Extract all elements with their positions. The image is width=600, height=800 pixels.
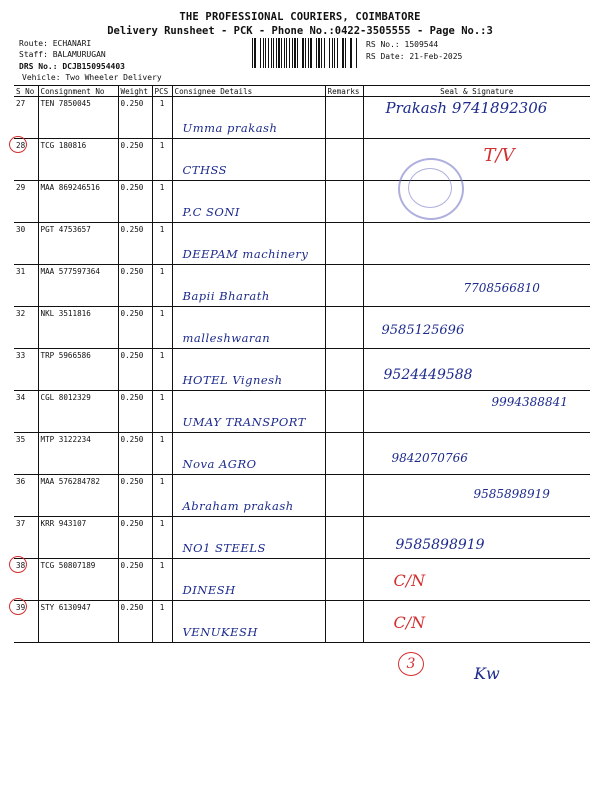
signature-cell	[363, 601, 590, 643]
route-label: Route: ECHANARI	[19, 39, 92, 48]
table-row	[14, 181, 590, 223]
row-weight: 0.250	[120, 603, 144, 612]
row-consignment-no-cell	[38, 139, 118, 181]
signature-cell	[363, 97, 590, 139]
row-weight-cell	[118, 139, 152, 181]
row-sno-cell	[14, 517, 38, 559]
remarks-cell	[325, 391, 363, 433]
consignee-handwriting: Abraham prakash	[182, 499, 294, 513]
row-consignment-no: TEN 7850045	[40, 99, 91, 108]
consignee-cell	[172, 139, 325, 181]
row-sno: 29	[16, 183, 26, 192]
signature-handwriting: 9585125696	[381, 323, 465, 338]
row-consignment-no: STY 6130947	[40, 603, 91, 612]
consignee-handwriting: malleshwaran	[182, 331, 271, 345]
row-pcs: 1	[159, 183, 165, 192]
rs-date: RS Date: 21-Feb-2025	[366, 52, 463, 61]
row-weight-cell	[118, 307, 152, 349]
consignee-handwriting: VENUKESH	[182, 625, 258, 639]
remarks-cell	[325, 433, 363, 475]
row-consignment-no: TCG 180816	[40, 141, 87, 150]
row-sno: 38	[16, 561, 26, 570]
row-pcs-cell	[152, 223, 172, 265]
row-weight-cell	[118, 475, 152, 517]
row-weight-cell	[118, 517, 152, 559]
table-row	[14, 559, 590, 601]
row-pcs-cell	[152, 601, 172, 643]
table-row	[14, 265, 590, 307]
consignee-cell	[172, 265, 325, 307]
row-sno: 31	[16, 267, 26, 276]
row-consignment-no-cell	[38, 307, 118, 349]
row-sno: 34	[16, 393, 26, 402]
col-header-sno: S No	[14, 86, 38, 97]
row-sno-cell	[14, 433, 38, 475]
consignee-cell	[172, 97, 325, 139]
table-row	[14, 97, 590, 139]
signature-handwriting: 7708566810	[463, 281, 540, 295]
row-pcs: 1	[159, 393, 165, 402]
signature-handwriting: 9585898919	[473, 487, 550, 501]
consignee-cell	[172, 601, 325, 643]
consignee-handwriting: P.C SONI	[182, 205, 240, 219]
remarks-cell	[325, 517, 363, 559]
signature-cell	[363, 391, 590, 433]
red-circle-mark	[9, 556, 27, 573]
drs-number: DRS No.: DCJB150954403	[19, 62, 125, 71]
col-header-weight: Weight	[118, 86, 152, 97]
row-sno-cell	[14, 265, 38, 307]
row-weight: 0.250	[120, 561, 144, 570]
row-sno-cell	[14, 97, 38, 139]
row-sno-cell	[14, 475, 38, 517]
consignee-handwriting: CTHSS	[182, 163, 228, 177]
row-weight-cell	[118, 181, 152, 223]
row-weight-cell	[118, 265, 152, 307]
row-consignment-no-cell	[38, 517, 118, 559]
row-pcs-cell	[152, 433, 172, 475]
col-header-consignee: Consignee Details	[172, 86, 325, 97]
row-consignment-no: CGL 8012329	[40, 393, 91, 402]
row-weight-cell	[118, 601, 152, 643]
consignee-handwriting: Nova AGRO	[182, 457, 257, 471]
remarks-cell	[325, 265, 363, 307]
row-weight-cell	[118, 223, 152, 265]
row-pcs-cell	[152, 181, 172, 223]
row-weight-cell	[118, 559, 152, 601]
signature-cell	[363, 517, 590, 559]
col-header-remarks: Remarks	[325, 86, 363, 97]
row-weight: 0.250	[120, 519, 144, 528]
row-pcs-cell	[152, 517, 172, 559]
row-pcs: 1	[159, 351, 165, 360]
table-row	[14, 349, 590, 391]
consignee-cell	[172, 559, 325, 601]
signature-cell	[363, 265, 590, 307]
row-sno-cell	[14, 601, 38, 643]
signature-handwriting: 9524449588	[383, 367, 473, 383]
remarks-cell	[325, 97, 363, 139]
signature-handwriting: 9585898919	[395, 537, 485, 553]
consignee-handwriting: HOTEL Vignesh	[182, 373, 283, 387]
row-pcs-cell	[152, 307, 172, 349]
circled-page-number: 3	[398, 652, 424, 676]
consignee-cell	[172, 433, 325, 475]
signature-cell	[363, 433, 590, 475]
row-pcs-cell	[152, 349, 172, 391]
row-weight: 0.250	[120, 99, 144, 108]
row-pcs-cell	[152, 391, 172, 433]
row-weight: 0.250	[120, 267, 144, 276]
runsheet-table	[14, 85, 590, 643]
table-row	[14, 517, 590, 559]
row-sno: 28	[16, 141, 26, 150]
row-consignment-no: MTP 3122234	[40, 435, 91, 444]
row-weight: 0.250	[120, 183, 144, 192]
table-row	[14, 601, 590, 643]
consignee-cell	[172, 223, 325, 265]
table-row	[14, 475, 590, 517]
row-weight: 0.250	[120, 393, 144, 402]
signature-cell	[363, 223, 590, 265]
row-sno: 27	[16, 99, 26, 108]
row-consignment-no-cell	[38, 97, 118, 139]
table-header-row	[14, 86, 590, 97]
remarks-cell	[325, 181, 363, 223]
row-pcs: 1	[159, 519, 165, 528]
row-weight: 0.250	[120, 309, 144, 318]
remarks-cell	[325, 223, 363, 265]
consignee-cell	[172, 475, 325, 517]
barcode-overlay	[254, 38, 354, 68]
row-consignment-no-cell	[38, 559, 118, 601]
row-consignment-no-cell	[38, 433, 118, 475]
row-pcs: 1	[159, 561, 165, 570]
document-subtitle: Delivery Runsheet - PCK - Phone No.:0422-3505555 - Page No.:3	[107, 25, 493, 37]
signature-handwriting: Prakash 9741892306	[385, 99, 548, 117]
consignee-handwriting: Umma prakash	[182, 121, 278, 135]
row-pcs: 1	[159, 309, 165, 318]
signature-handwriting: 9994388841	[491, 395, 568, 409]
consignee-handwriting: DINESH	[182, 583, 236, 597]
consignee-cell	[172, 181, 325, 223]
vehicle-label: Vehicle: Two Wheeler Delivery	[22, 73, 162, 82]
row-sno: 32	[16, 309, 26, 318]
red-circle-mark	[9, 136, 27, 153]
row-weight-cell	[118, 349, 152, 391]
consignee-cell	[172, 349, 325, 391]
document-title: THE PROFESSIONAL COURIERS, COIMBATORE	[179, 11, 421, 23]
row-pcs-cell	[152, 475, 172, 517]
consignee-handwriting: Bapii Bharath	[182, 289, 270, 303]
row-pcs-cell	[152, 559, 172, 601]
row-consignment-no: MAA 869246516	[40, 183, 100, 192]
row-consignment-no-cell	[38, 391, 118, 433]
row-pcs: 1	[159, 435, 165, 444]
signature-handwriting: T/V	[483, 145, 515, 166]
signature-cell	[363, 559, 590, 601]
row-sno: 33	[16, 351, 26, 360]
row-sno-cell	[14, 559, 38, 601]
row-sno: 37	[16, 519, 26, 528]
consignee-handwriting: DEEPAM machinery	[182, 247, 309, 261]
row-consignment-no-cell	[38, 349, 118, 391]
row-consignment-no: KRR 943107	[40, 519, 87, 528]
row-pcs-cell	[152, 97, 172, 139]
signature-cell	[363, 307, 590, 349]
signature-cell	[363, 475, 590, 517]
row-weight: 0.250	[120, 141, 144, 150]
remarks-cell	[325, 307, 363, 349]
row-sno-cell	[14, 139, 38, 181]
row-weight-cell	[118, 97, 152, 139]
remarks-cell	[325, 601, 363, 643]
row-consignment-no: MAA 576284782	[40, 477, 100, 486]
signature-handwriting: C/N	[393, 571, 426, 590]
remarks-cell	[325, 559, 363, 601]
row-sno: 35	[16, 435, 26, 444]
row-pcs: 1	[159, 267, 165, 276]
signature-handwriting: 9842070766	[391, 451, 468, 465]
row-pcs: 1	[159, 99, 165, 108]
table-row	[14, 139, 590, 181]
rs-number: RS No.: 1509544	[366, 40, 439, 49]
table-row	[14, 223, 590, 265]
initials-signature: Kw	[474, 664, 500, 683]
row-pcs-cell	[152, 265, 172, 307]
row-sno-cell	[14, 391, 38, 433]
row-consignment-no: TCG 50807189	[40, 561, 96, 570]
remarks-cell	[325, 475, 363, 517]
consignee-cell	[172, 391, 325, 433]
row-consignment-no: NKL 3511816	[40, 309, 91, 318]
row-sno: 39	[16, 603, 26, 612]
col-header-consignment: Consignment No	[38, 86, 118, 97]
row-weight: 0.250	[120, 225, 144, 234]
col-header-signature: Seal & Signature	[363, 86, 590, 97]
signature-handwriting: C/N	[393, 613, 426, 632]
row-pcs: 1	[159, 603, 165, 612]
row-consignment-no-cell	[38, 601, 118, 643]
row-sno-cell	[14, 223, 38, 265]
table-row	[14, 433, 590, 475]
row-consignment-no-cell	[38, 265, 118, 307]
red-circle-mark	[9, 598, 27, 615]
row-sno: 36	[16, 477, 26, 486]
row-consignment-no-cell	[38, 181, 118, 223]
signature-cell	[363, 139, 590, 181]
row-sno-cell	[14, 307, 38, 349]
row-pcs: 1	[159, 225, 165, 234]
row-consignment-no-cell	[38, 223, 118, 265]
staff-label: Staff: BALAMURUGAN	[19, 50, 106, 59]
consignee-cell	[172, 517, 325, 559]
table-row	[14, 307, 590, 349]
row-weight-cell	[118, 391, 152, 433]
row-weight: 0.250	[120, 435, 144, 444]
table-row	[14, 391, 590, 433]
row-consignment-no: TRP 5966586	[40, 351, 91, 360]
row-consignment-no-cell	[38, 475, 118, 517]
col-header-pcs: PCS	[152, 86, 172, 97]
row-sno-cell	[14, 349, 38, 391]
row-sno-cell	[14, 181, 38, 223]
row-consignment-no: MAA 577597364	[40, 267, 100, 276]
consignee-handwriting: NO1 STEELS	[182, 541, 266, 555]
row-weight: 0.250	[120, 477, 144, 486]
remarks-cell	[325, 349, 363, 391]
row-consignment-no: PGT 4753657	[40, 225, 91, 234]
row-sno: 30	[16, 225, 26, 234]
row-weight-cell	[118, 433, 152, 475]
row-pcs-cell	[152, 139, 172, 181]
row-weight: 0.250	[120, 351, 144, 360]
consignee-handwriting: UMAY TRANSPORT	[182, 415, 306, 429]
remarks-cell	[325, 139, 363, 181]
row-pcs: 1	[159, 477, 165, 486]
consignee-cell	[172, 307, 325, 349]
row-pcs: 1	[159, 141, 165, 150]
courier-seal-stamp	[398, 158, 464, 220]
signature-cell	[363, 349, 590, 391]
